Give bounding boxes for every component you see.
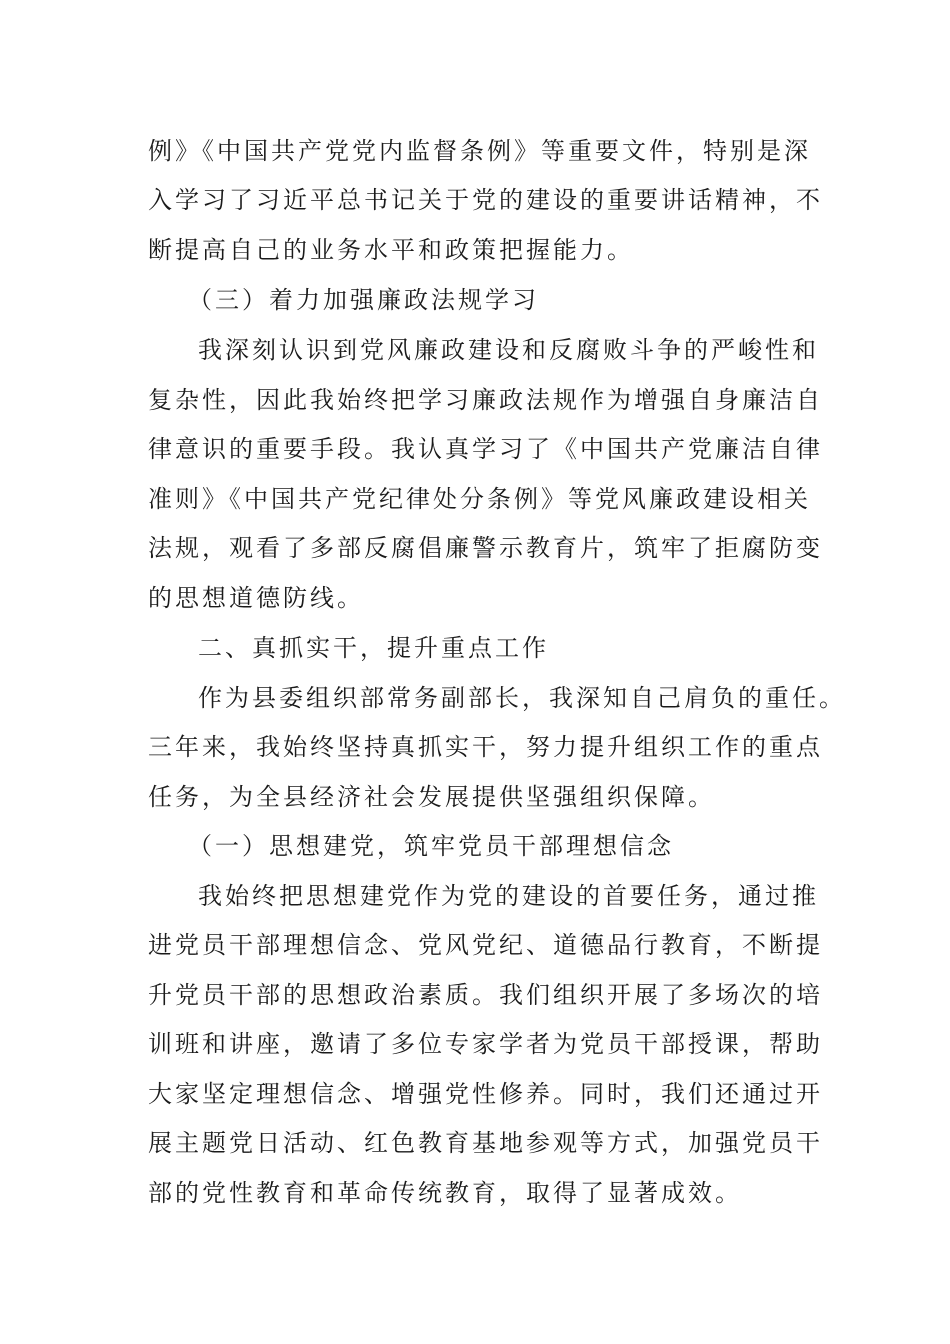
section-subheading: （三）着力加强廉政法规学习: [188, 286, 539, 314]
text-line: 进党员干部理想信念、党风党纪、道德品行教育，不断提: [148, 931, 823, 959]
text-line: 入学习了习近平总书记关于党的建设的重要讲话精神，不: [148, 186, 823, 214]
section-subheading: （一）思想建党，筑牢党员干部理想信念: [188, 832, 674, 860]
text-line: 法规，观看了多部反腐倡廉警示教育片，筑牢了拒腐防变: [148, 534, 823, 562]
text-line: 任务，为全县经济社会发展提供坚强组织保障。: [148, 783, 715, 811]
text-line: 部的党性教育和革命传统教育，取得了显著成效。: [148, 1179, 742, 1207]
text-line: 复杂性，因此我始终把学习廉政法规作为增强自身廉洁自: [148, 386, 823, 414]
text-line: 断提高自己的业务水平和政策把握能力。: [148, 236, 634, 264]
text-line: 训班和讲座，邀请了多位专家学者为党员干部授课，帮助: [148, 1030, 823, 1058]
text-line: 升党员干部的思想政治素质。我们组织开展了多场次的培: [148, 981, 823, 1009]
text-line: 例》《中国共产党党内监督条例》等重要文件，特别是深: [148, 137, 811, 165]
text-line: 律意识的重要手段。我认真学习了《中国共产党廉洁自律: [148, 435, 823, 463]
text-line: 大家坚定理想信念、增强党性修养。同时，我们还通过开: [148, 1080, 823, 1108]
section-heading: 二、真抓实干，提升重点工作: [198, 634, 549, 662]
paragraph-first-line: 作为县委组织部常务副部长，我深知自己肩负的重任。: [198, 684, 846, 712]
text-line: 三年来，我始终坚持真抓实干，努力提升组织工作的重点: [148, 733, 823, 761]
text-line: 展主题党日活动、红色教育基地参观等方式，加强党员干: [148, 1129, 823, 1157]
paragraph-first-line: 我始终把思想建党作为党的建设的首要任务，通过推: [198, 882, 819, 910]
paragraph-first-line: 我深刻认识到党风廉政建设和反腐败斗争的严峻性和: [198, 336, 819, 364]
text-line: 准则》《中国共产党纪律处分条例》等党风廉政建设相关: [148, 485, 811, 513]
text-line: 的思想道德防线。: [148, 584, 364, 612]
